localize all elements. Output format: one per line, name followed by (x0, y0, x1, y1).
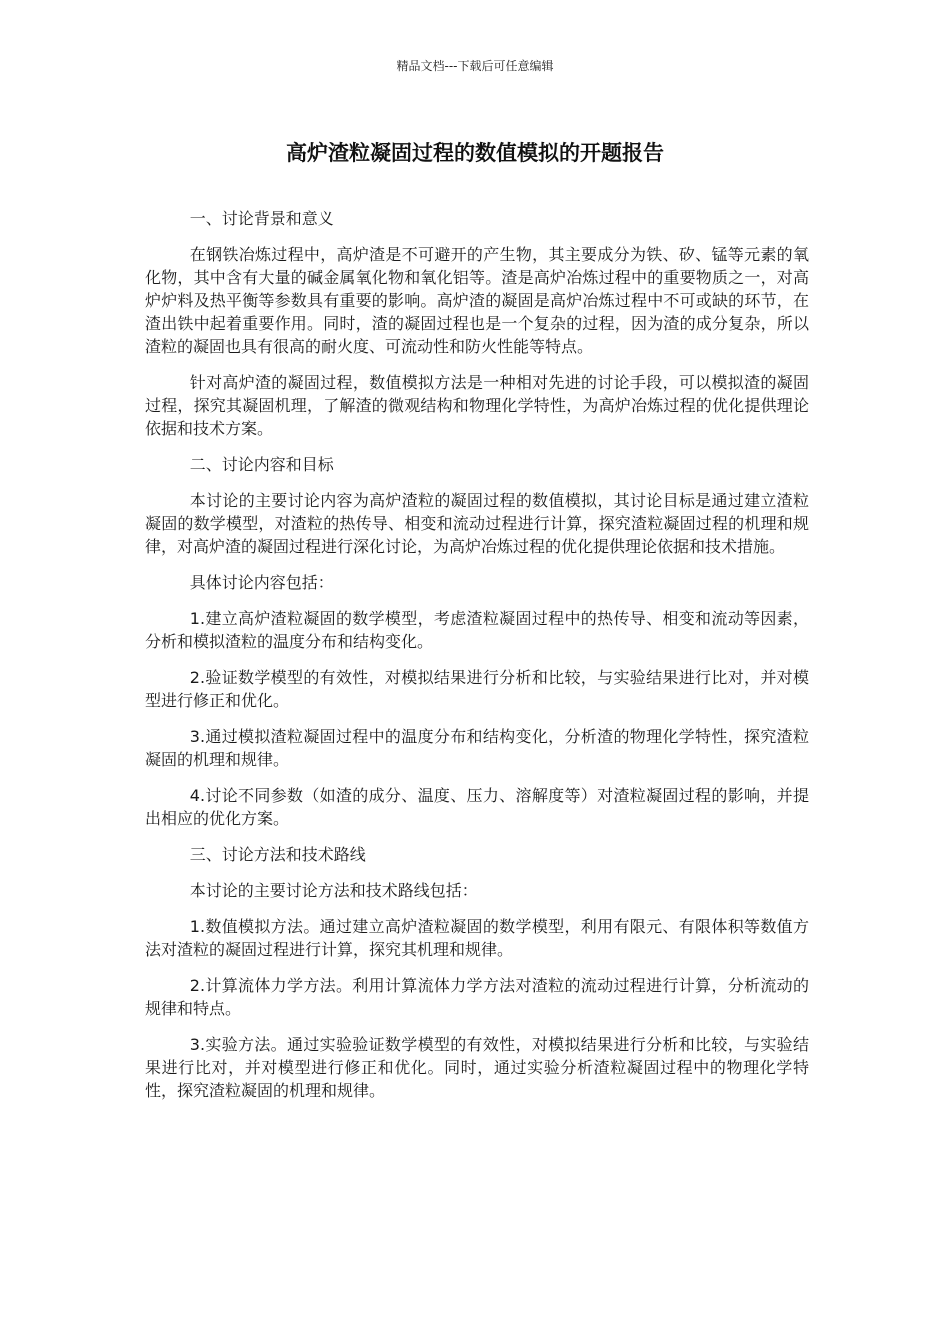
document-title: 高炉渣粒凝固过程的数值模拟的开题报告 (286, 141, 664, 165)
section-heading-content: 二、讨论内容和目标 (189, 455, 334, 474)
document-body (145, 207, 809, 1115)
page-header-watermark: 精品文档---下载后可任意编辑 (396, 59, 554, 73)
paragraph-content-intro: 具体讨论内容包括： (189, 573, 334, 592)
section-heading-methods: 三、讨论方法和技术路线 (189, 845, 366, 864)
list-item-content-4: 4.讨论不同参数（如渣的成分、温度、压力、溶解度等）对渣粒凝固过程的影响，并提出相应的优化方案。 (145, 786, 809, 828)
paragraph-background-2: 针对高炉渣的凝固过程，数值模拟方法是一种相对先进的讨论手段，可以模拟渣的凝固过程，探究其凝固机理，了解渣的微观结构和物理化学特性，为高炉冶炼过程的优化提供理论依据和技术方案。 (145, 373, 809, 438)
list-item-methods-2: 2.计算流体力学方法。利用计算流体力学方法对渣粒的流动过程进行计算，分析流动的规律和特点。 (145, 976, 809, 1018)
list-item-methods-3: 3.实验方法。通过实验验证数学模型的有效性，对模拟结果进行分析和比较，与实验结果进行比对，并对模型进行修正和优化。同时，通过实验分析渣粒凝固过程中的物理化学特性，探究渣粒凝固的机理和规律。 (145, 1035, 809, 1100)
paragraph-content-1: 本讨论的主要讨论内容为高炉渣粒的凝固过程的数值模拟，其讨论目标是通过建立渣粒凝固的数学模型，对渣粒的热传导、相变和流动过程进行计算，探究渣粒凝固过程的机理和规律，对高炉渣的凝固过程进行深化讨论，为高炉冶炼过程的优化提供理论依据和技术措施。 (145, 491, 809, 556)
list-item-content-1: 1.建立高炉渣粒凝固的数学模型，考虑渣粒凝固过程中的热传导、相变和流动等因素，分析和模拟渣粒的温度分布和结构变化。 (145, 609, 809, 651)
paragraph-background-1: 在钢铁冶炼过程中，高炉渣是不可避开的产生物，其主要成分为铁、矽、锰等元素的氧化物，其中含有大量的碱金属氧化物和氧化铝等。渣是高炉冶炼过程中的重要物质之一，对高炉炉料及热平衡等参数具有重要的影响。高炉渣的凝固是高炉冶炼过程中不可或缺的环节，在渣出铁中起着重要作用。同时，渣的凝固过程也是一个复杂的过程，因为渣的成分复杂，所以渣粒的凝固也具有很高的耐火度、可流动性和防火性能等特点。 (145, 245, 809, 356)
section-heading-background: 一、讨论背景和意义 (189, 209, 334, 228)
list-item-content-3: 3.通过模拟渣粒凝固过程中的温度分布和结构变化，分析渣的物理化学特性，探究渣粒凝固的机理和规律。 (145, 727, 809, 769)
paragraph-methods-intro: 本讨论的主要讨论方法和技术路线包括： (189, 881, 478, 900)
list-item-methods-1: 1.数值模拟方法。通过建立高炉渣粒凝固的数学模型，利用有限元、有限体积等数值方法对渣粒的凝固过程进行计算，探究其机理和规律。 (145, 917, 809, 959)
list-item-content-2: 2.验证数学模型的有效性，对模拟结果进行分析和比较，与实验结果进行比对，并对模型进行修正和优化。 (145, 668, 809, 710)
